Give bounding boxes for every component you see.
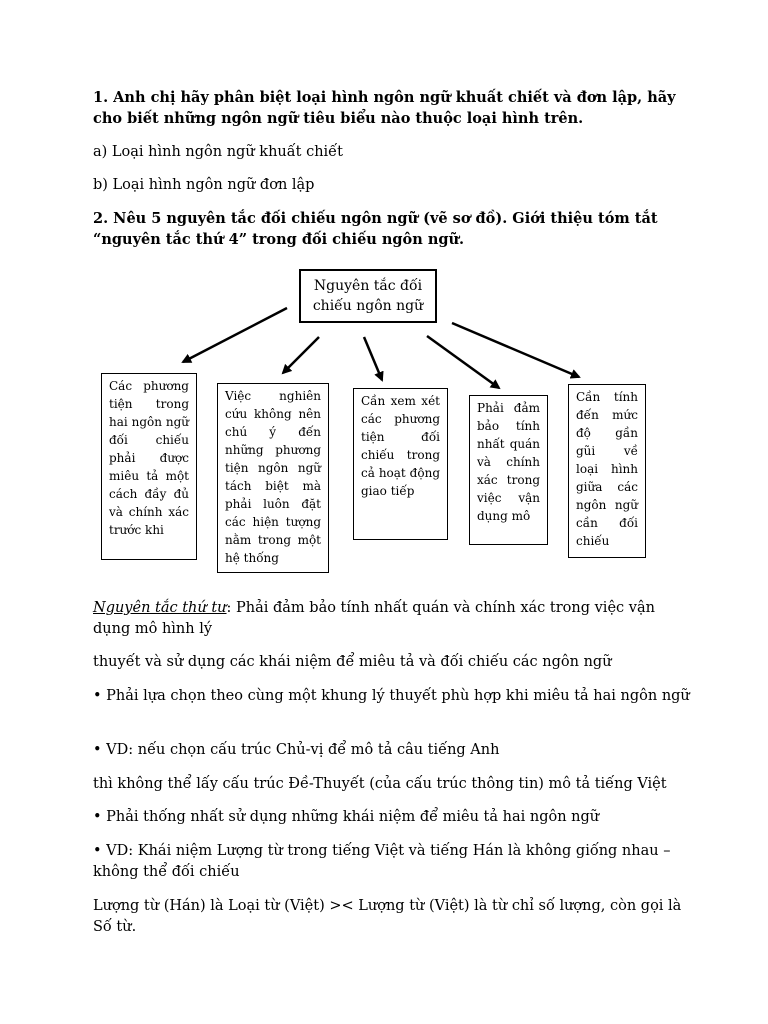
principle-4-label: Nguyên tắc thứ tư	[93, 600, 227, 616]
option-a: a) Loại hình ngôn ngữ khuất chiết	[93, 144, 343, 160]
bullet-4: • VD: Khái niệm Lượng từ trong tiếng Việt và tiếng Hán là không giống nhau – không thể đối chiếu	[93, 843, 671, 880]
principle-box-3: Cần xem xét các phương tiện đối chiếu trong cả hoạt động giao tiếp	[353, 388, 448, 540]
principle-4-intro	[93, 598, 693, 640]
bullet-2: • VD: nếu chọn cấu trúc Chủ-vị để mô tả câu tiếng Anh	[93, 742, 500, 758]
paragraph-2: thuyết và sử dụng các khái niệm để miêu tả và đối chiếu các ngôn ngữ	[93, 654, 612, 670]
question-2-heading: 2. Nêu 5 nguyên tắc đối chiếu ngôn ngữ (vẽ sơ đồ). Giới thiệu tóm tắt “nguyên tắc thứ 4” trong đối chiếu ngôn ngữ.	[93, 210, 658, 248]
bullet-1: • Phải lựa chọn theo cùng một khung lý thuyết phù hợp khi miêu tả hai ngôn ngữ	[93, 688, 690, 704]
arrow-3	[364, 337, 382, 380]
diagram-root-box: Nguyên tắc đối chiếu ngôn ngữ	[299, 269, 437, 323]
paragraph-5: thì không thể lấy cấu trúc Đề-Thuyết (của cấu trúc thông tin) mô tả tiếng Việt	[93, 776, 667, 792]
question-1-heading: 1. Anh chị hãy phân biệt loại hình ngôn ngữ khuất chiết và đơn lập, hãy cho biết những ngôn ngữ tiêu biểu nào thuộc loại hình trên.	[93, 89, 676, 127]
arrow-1	[183, 308, 287, 362]
principle-box-4: Phải đảm bảo tính nhất quán và chính xác trong việc vận dụng mô	[469, 395, 548, 545]
paragraph-8: Lượng từ (Hán) là Loại từ (Việt) >< Lượng từ (Việt) là từ chỉ số lượng, còn gọi là Số từ.	[93, 898, 682, 935]
arrow-2	[283, 337, 319, 373]
option-b: b) Loại hình ngôn ngữ đơn lập	[93, 177, 315, 193]
bullet-3: • Phải thống nhất sử dụng những khái niệm để miêu tả hai ngôn ngữ	[93, 809, 600, 825]
principle-box-1: Các phương tiện trong hai ngôn ngữ đối chiếu phải được miêu tả một cách đầy đủ và chính xác trước khi	[101, 373, 197, 560]
principle-box-5: Cần tính đến mức độ gần gũi về loại hình giữa các ngôn ngữ cần đối chiếu	[568, 384, 646, 558]
principle-box-2: Việc nghiên cứu không nên chú ý đến những phương tiện ngôn ngữ tách biệt mà phải luôn đặt các hiện tượng nằm trong một hệ thống	[217, 383, 329, 573]
arrow-4	[427, 336, 499, 388]
principle-4-text: : Phải đảm bảo tính nhất quán và chính xác trong việc vận dụng mô hình lý	[93, 600, 655, 637]
